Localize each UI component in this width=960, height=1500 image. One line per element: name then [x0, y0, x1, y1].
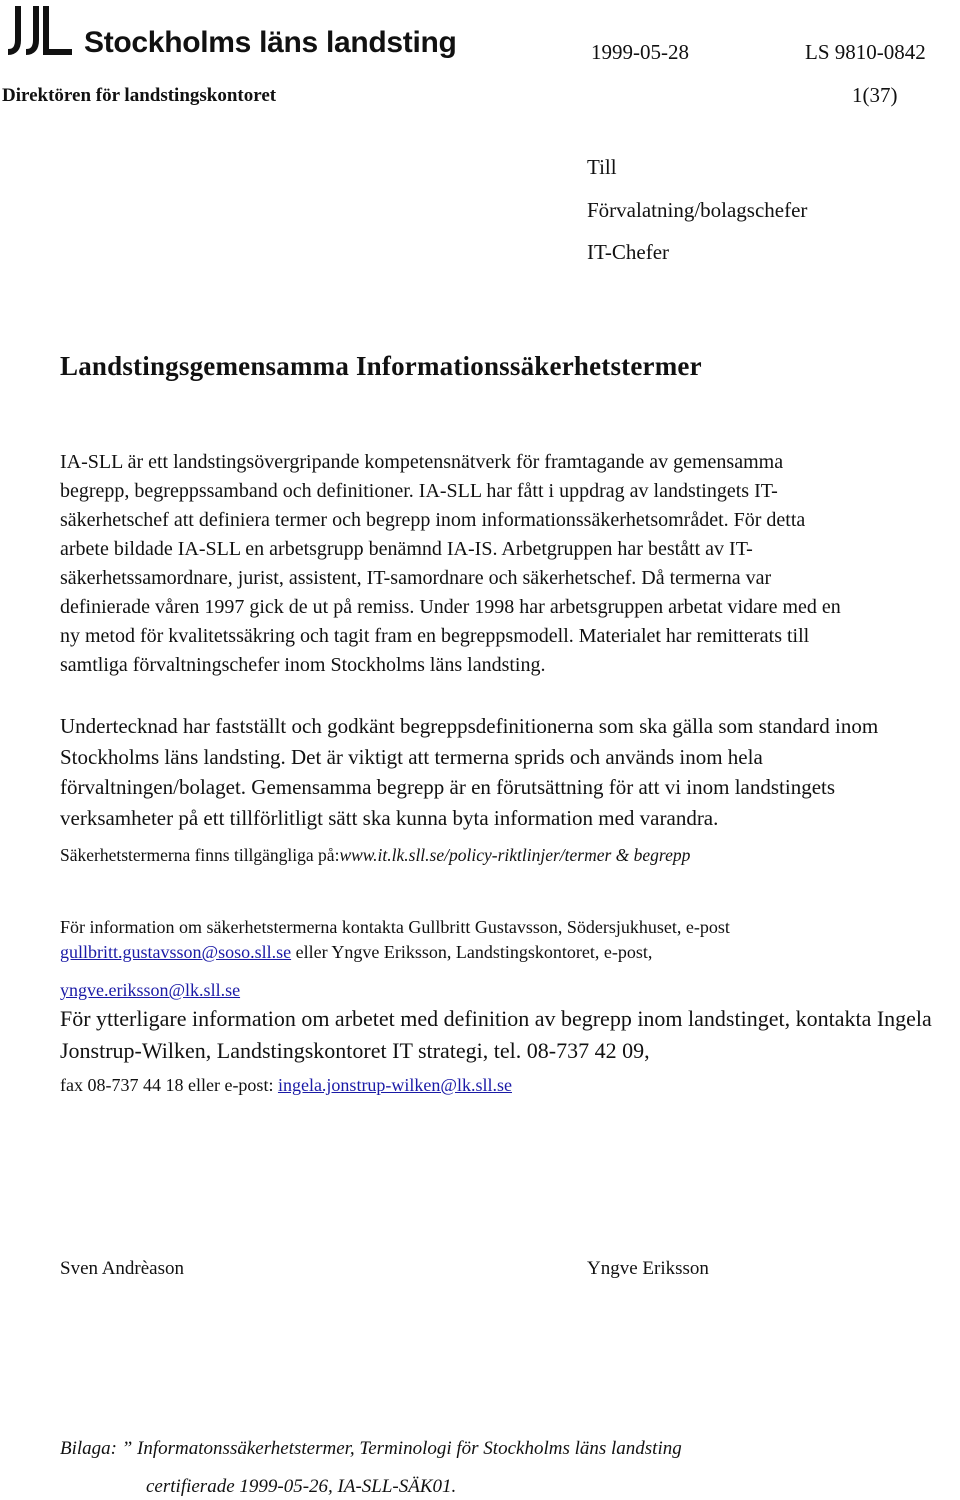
fax-text: fax 08-737 44 18 eller e-post: [60, 1075, 278, 1095]
attachment-line: Bilaga: ” Informatonssäkerhetstermer, Terminologi för Stockholms läns landsting [60, 1438, 682, 1459]
paragraph-line: samtliga förvaltningschefer inom Stockholms läns landsting. [60, 654, 546, 676]
email-link-jonstrup-wilken[interactable]: ingela.jonstrup-wilken@lk.sll.se [277, 1075, 512, 1095]
document-date: 1999-05-28 [591, 40, 689, 64]
paragraph-line: säkerhetschef att definiera termer och begrepp inom informationssäkerhetsområdet. För detta [60, 509, 806, 531]
signature-name: Sven Andrèason [60, 1258, 185, 1279]
contact-line [60, 942, 652, 963]
page-count: 1(37) [852, 83, 898, 107]
paragraph-line: verksamheter på ett tillförlitligt sätt ska kunna byta information med varandra. [60, 805, 719, 830]
paragraph-line: Jonstrup-Wilken, Landstingskontoret IT strategi, tel. 08-737 42 09, [60, 1038, 650, 1063]
more-info-paragraph [60, 1003, 932, 1067]
paragraph-line: definierade våren 1997 gick de ut på remiss. Under 1998 har arbetsgruppen arbetat vidare med en [60, 596, 841, 618]
paragraph-line: IA-SLL är ett landstingsövergripande kompetensnätverk för framtagande av gemensamma [60, 451, 784, 473]
contact-text: eller Yngve Eriksson, Landstingskontoret, e-post, [291, 942, 653, 962]
recipient-line: Förvalatning/bolagschefer [587, 198, 808, 222]
document-title: Landstingsgemensamma Informationssäkerhetstermer [60, 351, 702, 381]
fax-line [60, 1075, 512, 1096]
availability-text: Säkerhetstermerna finns tillgängliga på: [60, 845, 340, 865]
paragraph-line: arbete bildade IA-SLL en arbetsgrupp benämnd IA-IS. Arbetgruppen har bestått av IT- [60, 538, 753, 560]
attachment-line: certifierade 1999-05-26, IA-SLL-SÄK01. [146, 1476, 457, 1497]
email-link-eriksson[interactable]: yngve.eriksson@lk.sll.se [60, 980, 241, 1000]
paragraph-line: begrepp, begreppssamband och definitioner. IA-SLL har fått i uppdrag av landstingets IT- [60, 480, 778, 502]
paragraph-line: förvaltningen/bolaget. Gemensamma begrepp är en förutsättning för att vi inom landstingets [60, 775, 836, 799]
intro-paragraph [60, 448, 960, 680]
logo-text: Stockholms läns landsting [84, 26, 457, 59]
email-link-gustavsson[interactable]: gullbritt.gustavsson@soso.sll.se [60, 942, 292, 962]
sll-logo-icon [6, 4, 74, 56]
organization-logo [6, 4, 457, 60]
paragraph-line: För ytterligare information om arbetet med definition av begrepp inom landstinget, kontakta Ingela [60, 1006, 932, 1031]
recipient-label: Till [587, 155, 617, 179]
availability-line [60, 845, 690, 866]
paragraph-line: Undertecknad har fastställt och godkänt begreppsdefinitionerna som ska gälla som standard inom [60, 714, 879, 738]
paragraph-line: Stockholms läns landsting. Det är viktigt att termerna sprids och används inom hela [60, 744, 763, 769]
paragraph-line: säkerhetssamordnare, jurist, assistent, IT-samordnare och säkerhetschef. Då termerna var [60, 567, 772, 589]
availability-link[interactable]: www.it.lk.sll.se/policy-riktlinjer/termer & begrepp [339, 845, 691, 865]
document-reference: LS 9810-0842 [805, 40, 926, 64]
contact-line: För information om säkerhetstermerna kontakta Gullbritt Gustavsson, Södersjukhuset, e-post [60, 917, 730, 937]
sender-line: Direktören för landstingskontoret [2, 85, 277, 106]
signature-name: Yngve Eriksson [587, 1258, 709, 1279]
recipient-line: IT-Chefer [587, 240, 670, 264]
contact-line [60, 980, 240, 1001]
paragraph-line: ny metod för kvalitetssäkring och tagit fram en begreppsmodell. Materialet har remitterats till [60, 625, 810, 647]
approval-paragraph [60, 711, 960, 833]
